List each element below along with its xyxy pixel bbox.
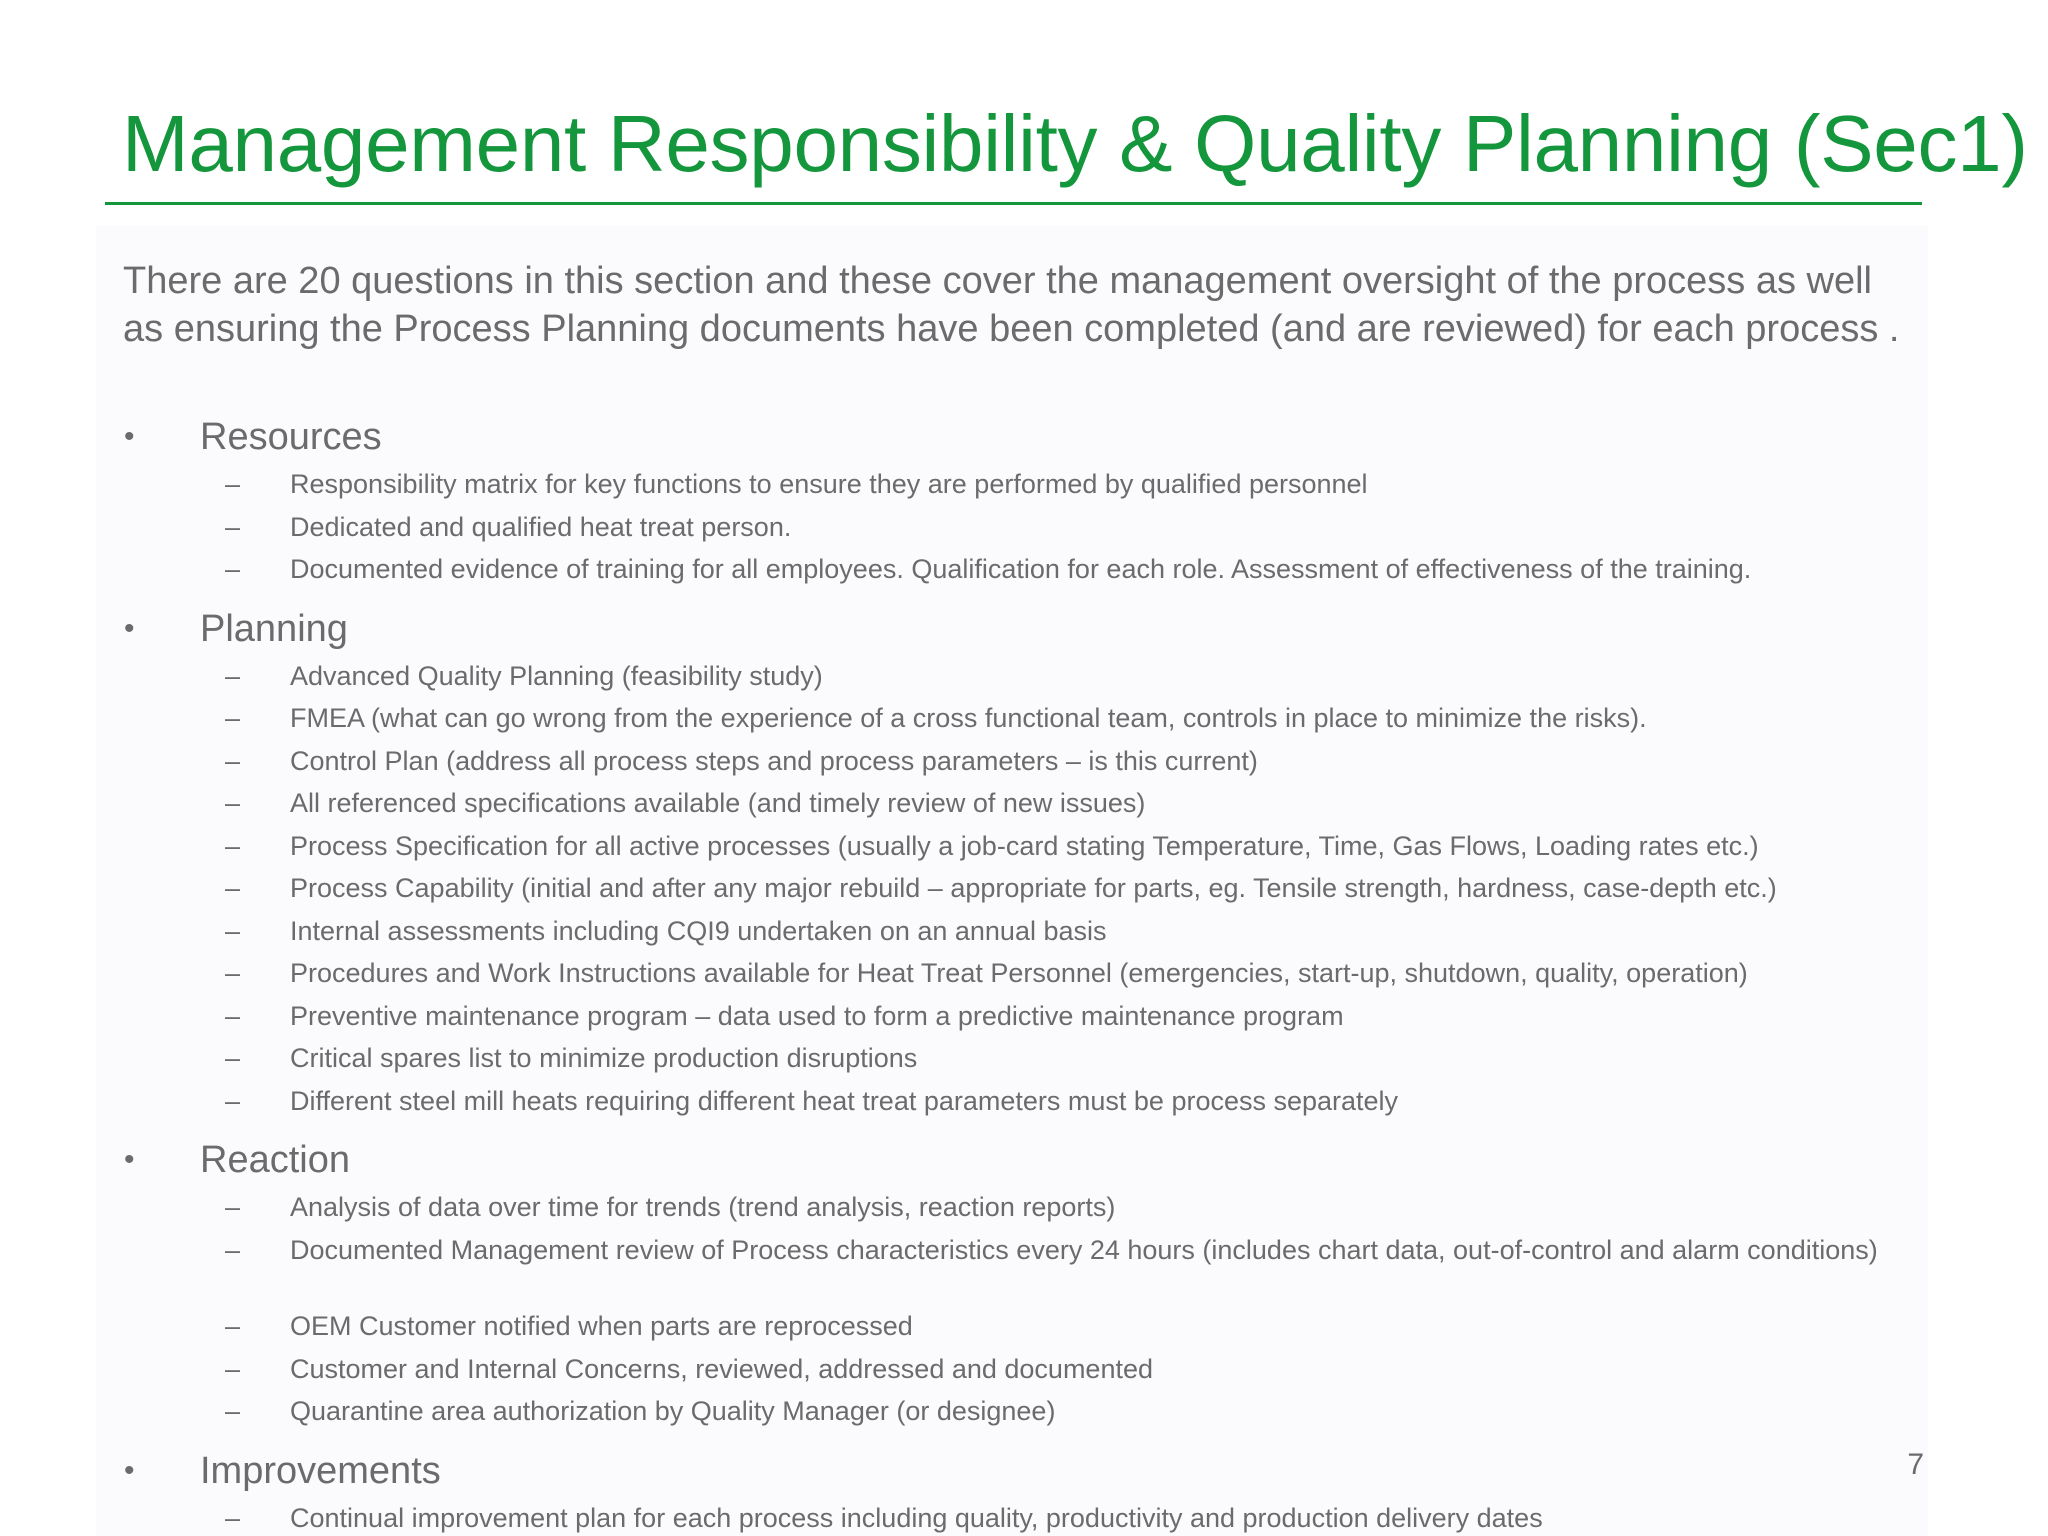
dash-icon: – [225, 788, 241, 818]
list-item-text: Different steel mill heats requiring different heat treat parameters must be process separately [290, 1085, 1399, 1116]
list-item-text: Preventive maintenance program – data used to form a predictive maintenance program [290, 1000, 1344, 1031]
dash-icon: – [225, 830, 241, 861]
dash-icon: – [225, 873, 241, 903]
section-reaction [0, 1136, 2048, 1184]
page-number: 7 [1907, 1448, 1924, 1481]
dash-icon: – [225, 1000, 241, 1031]
list-item-text: Critical spares list to minimize production disruptions [290, 1043, 918, 1073]
dash-icon: – [225, 469, 241, 499]
list-item-text: Procedures and Work Instructions available for Heat Treat Personnel (emergencies, start-up, shutdown, quality, operation) [290, 958, 1748, 988]
section-heading: Improvements [200, 1449, 441, 1492]
list-item-text: Dedicated and qualified heat treat person. [290, 511, 792, 542]
list-item-text: Documented Management review of Process characteristics every 24 hours (includes chart data, out-of-control and alarm conditions) [290, 1234, 1878, 1265]
section-heading: Reaction [200, 1139, 350, 1181]
dash-icon: – [225, 1353, 241, 1384]
list-item-text: OEM Customer notified when parts are reprocessed [290, 1311, 913, 1341]
dash-icon: – [225, 1311, 241, 1341]
list-item-text: Process Capability (initial and after any major rebuild – appropriate for parts, eg. Tensile strength, hardness, case-depth etc.) [290, 873, 1777, 903]
list-item-text: Advanced Quality Planning (feasibility study) [290, 660, 823, 691]
section-heading: Resources [200, 416, 382, 458]
list-item-text: Quarantine area authorization by Quality Manager (or designee) [290, 1396, 1056, 1426]
list-item-text: Documented evidence of training for all employees. Qualification for each role. Assessment of effectiveness of the training. [290, 554, 1752, 584]
section-planning [0, 605, 2048, 653]
section-improvements [0, 1447, 2048, 1495]
dash-icon: – [225, 1085, 241, 1116]
dash-icon: – [225, 745, 241, 776]
dash-icon: – [225, 703, 241, 733]
dash-icon: – [225, 1396, 241, 1426]
dash-icon: – [225, 1502, 241, 1533]
list-item-text: Continual improvement plan for each process including quality, productivity and production delivery dates [290, 1502, 1543, 1533]
list-item-text: Analysis of data over time for trends (trend analysis, reaction reports) [290, 1192, 1116, 1222]
dash-icon: – [225, 915, 241, 946]
slide-title: Management Responsibility & Quality Planning (Sec1) [122, 99, 2028, 188]
list-item-text: Control Plan (address all process steps and process parameters – is this current) [290, 745, 1258, 776]
intro-paragraph: There are 20 questions in this section and these cover the management oversight of the process as well as ensuring the Process Planning documents have been completed (and are reviewed) for each process . [123, 260, 1900, 350]
dash-icon: – [225, 660, 241, 691]
bullet-icon: • [124, 1453, 135, 1487]
dash-icon: – [225, 554, 241, 584]
dash-icon: – [225, 511, 241, 542]
list-item-text: Responsibility matrix for key functions to ensure they are performed by qualified personnel [290, 469, 1368, 499]
bullet-icon: • [124, 611, 135, 645]
bullet-icon: • [124, 420, 135, 453]
dash-icon: – [225, 958, 241, 988]
list-item-text: Process Specification for all active processes (usually a job-card stating Temperature, Time, Gas Flows, Loading rates etc.) [290, 830, 1759, 861]
dash-icon: – [225, 1234, 241, 1265]
list-item-text: All referenced specifications available (and timely review of new issues) [290, 788, 1146, 818]
list-item-text: Internal assessments including CQI9 undertaken on an annual basis [290, 915, 1107, 946]
section-resources [0, 413, 2048, 461]
list-item-text: Customer and Internal Concerns, reviewed, addressed and documented [290, 1353, 1153, 1384]
bullet-icon: • [124, 1143, 135, 1176]
section-heading: Planning [200, 607, 348, 650]
dash-icon: – [225, 1192, 241, 1222]
list-item-text: FMEA (what can go wrong from the experience of a cross functional team, controls in place to minimize the risks). [290, 703, 1647, 733]
dash-icon: – [225, 1043, 241, 1073]
